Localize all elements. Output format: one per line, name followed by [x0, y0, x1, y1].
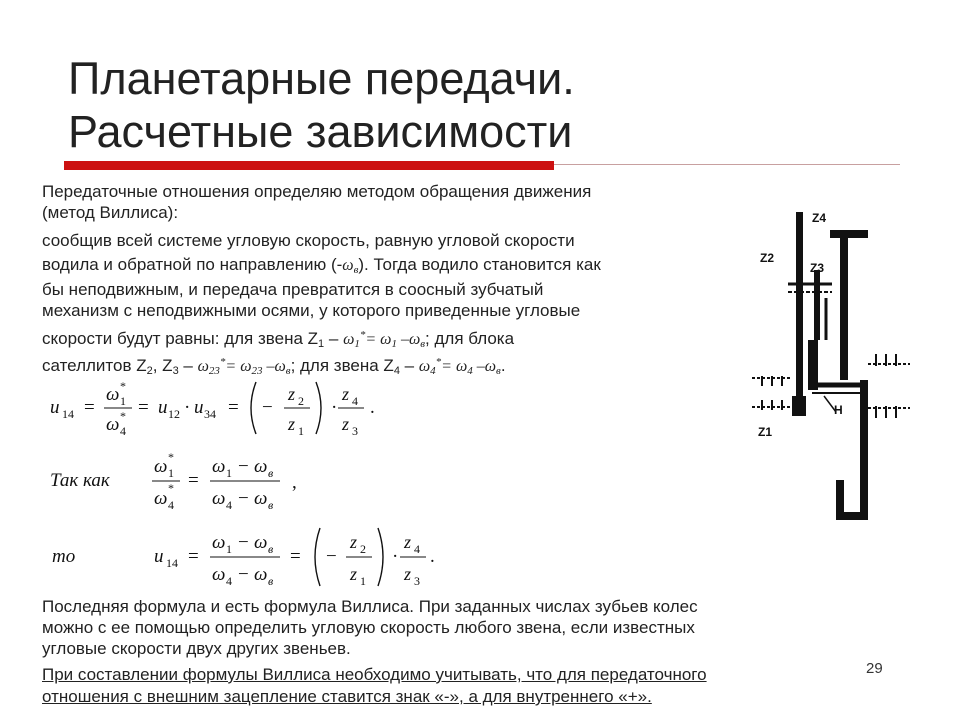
f1-den-star: * — [120, 409, 126, 423]
f3-z1-sub: 1 — [360, 574, 366, 588]
label-z1: Z1 — [758, 425, 773, 439]
f3-minus: − — [326, 546, 337, 567]
f1-den-omega: ω — [106, 414, 120, 435]
f3-u: u — [154, 546, 164, 567]
slide-number: 29 — [866, 660, 883, 677]
label-z3: Z3 — [810, 261, 825, 275]
f2-den-omega: ω — [154, 488, 168, 509]
f3-d-omega-b: ω — [254, 564, 268, 585]
f1-z3-sub: 3 — [352, 424, 358, 438]
f1-num-star: * — [120, 379, 126, 393]
f2-d-omega4: ω — [212, 488, 226, 509]
f1-num-omega: ω — [106, 384, 120, 405]
title-line-2: Расчетные зависимости — [68, 106, 573, 157]
conclusion-line-1: Последняя формула и есть формула Виллиса. При заданных числах зубьев колес — [42, 597, 698, 616]
f3-z4: z — [404, 532, 412, 552]
f1-u34-sub: 34 — [204, 407, 216, 421]
f2-n-minus: − — [238, 456, 249, 477]
f2-num-sub: 1 — [168, 466, 174, 480]
f3-period: . — [430, 546, 435, 567]
f3-d-b: в — [268, 574, 274, 588]
planet-z3 — [814, 270, 820, 340]
f3-to: то — [52, 546, 76, 567]
f1-eq3: = — [228, 397, 239, 418]
f2-n-sub1: 1 — [226, 466, 232, 480]
label-h: H — [834, 403, 843, 417]
f3-z4-sub: 4 — [414, 542, 420, 556]
f1-dot1: · — [184, 397, 191, 418]
body-line-5: скорости будут равны: для звена $Z_1 - \omega_1^*= \omega_1$ $-\omega_в$; для блока — [42, 329, 515, 350]
planet-z2-shaft — [796, 212, 803, 412]
body-line-4: механизм с неподвижными осями, у которого приведенные угловые — [42, 301, 581, 320]
ring-gear-z4-wall — [840, 230, 848, 380]
f3-z2-sub: 2 — [360, 542, 366, 556]
f3-eq2: = — [290, 546, 301, 567]
planetary-gear-diagram — [752, 200, 924, 540]
f1-z4-sub: 4 — [352, 394, 358, 408]
f2-n-omega-b: ω — [254, 456, 268, 477]
f1-u12-sub: 12 — [168, 407, 180, 421]
f1-u: u — [50, 397, 60, 418]
formula-willis-1 — [48, 378, 388, 445]
f1-den-sub: 4 — [120, 424, 126, 438]
body-line-1: сообщив всей системе угловую скорость, равную угловой скорости — [42, 231, 575, 250]
f2-den-star: * — [168, 481, 174, 495]
f3-z3: z — [404, 564, 412, 584]
note-line-1: При составлении формулы Виллиса необходимо учитывать, что для передаточного — [42, 665, 707, 684]
intro-line-1: Передаточные отношения определяю методом обращения движения — [42, 182, 592, 201]
f2-d-omega-b: ω — [254, 488, 268, 509]
f1-z2-sub: 2 — [298, 394, 304, 408]
intro-line-2: (метод Виллиса): — [42, 203, 179, 222]
f1-eq2: = — [138, 397, 149, 418]
f3-d-minus: − — [238, 564, 249, 585]
f3-z1: z — [350, 564, 358, 584]
title-underline-thin — [554, 164, 900, 165]
body-line-3: бы неподвижным, и передача превратится в соосный зубчатый — [42, 280, 544, 299]
f3-d-omega4: ω — [212, 564, 226, 585]
body-line-2: водила и обратной по направлению $(-\omega_в)$. Тогда водило становится как — [42, 255, 601, 276]
f2-n-omega1: ω — [212, 456, 226, 477]
formula-since — [48, 448, 328, 519]
f3-n-sub1: 1 — [226, 542, 232, 556]
ring-gear-z4-top — [830, 230, 868, 238]
label-z4: Z4 — [812, 211, 827, 225]
f3-n-omega1: ω — [212, 532, 226, 553]
conclusion-line-2: можно с ее помощью определить угловую скорость любого звена, если известных — [42, 618, 695, 637]
f2-num-star: * — [168, 450, 174, 464]
f3-dot: · — [392, 546, 399, 567]
formula-willis-final — [48, 524, 448, 595]
title-underline-red — [64, 161, 554, 170]
f2-d-sub4: 4 — [226, 498, 232, 512]
f2-d-minus: − — [238, 488, 249, 509]
f2-eq: = — [188, 470, 199, 491]
title-line-1: Планетарные передачи. — [68, 53, 575, 104]
f1-u12: u — [158, 397, 168, 418]
f3-n-minus: − — [238, 532, 249, 553]
f1-u-sub: 14 — [62, 407, 74, 421]
f1-z1-sub: 1 — [298, 424, 304, 438]
f1-eq1: = — [84, 397, 95, 418]
f3-u-sub: 14 — [166, 556, 178, 570]
note-line-2: отношения с внешним зацепление ставится знак «-», а для внутреннего «+». — [42, 687, 652, 706]
body-line-6: сателлитов $Z_2$, $Z_3 - \omega_{23}^*= \omega_{23}$ $-\omega_в$; для звена $Z_4 - \omega_4^*= \omega_4$ $-\omega_в$. — [42, 356, 506, 377]
f1-num-sub: 1 — [120, 394, 126, 408]
f2-comma: , — [292, 472, 297, 493]
f2-d-b: в — [268, 498, 274, 512]
f1-z4: z — [342, 384, 350, 404]
f1-period: . — [370, 397, 375, 418]
output-shaft-leg — [836, 480, 844, 520]
f3-n-omega-b: ω — [254, 532, 268, 553]
f3-eq1: = — [188, 546, 199, 567]
f1-z3: z — [342, 414, 350, 434]
f3-z3-sub: 3 — [414, 574, 420, 588]
sun-gear-z1 — [792, 396, 806, 416]
f1-dot2: · — [331, 397, 338, 418]
f3-z2: z — [350, 532, 358, 552]
f2-den-sub: 4 — [168, 498, 174, 512]
f2-num-omega: ω — [154, 456, 168, 477]
f1-z2: z — [288, 384, 296, 404]
page-title — [68, 52, 888, 158]
f3-n-b: в — [268, 542, 274, 556]
conclusion-line-3: угловые скорости двух других звеньев. — [42, 639, 351, 658]
f3-d-sub4: 4 — [226, 574, 232, 588]
output-shaft — [860, 380, 868, 520]
f2-n-b: в — [268, 466, 274, 480]
label-z2: Z2 — [760, 251, 775, 265]
f1-minus: − — [262, 397, 273, 418]
f2-tak-kak: Так как — [50, 470, 110, 491]
f1-u34: u — [194, 397, 204, 418]
f1-z1: z — [288, 414, 296, 434]
